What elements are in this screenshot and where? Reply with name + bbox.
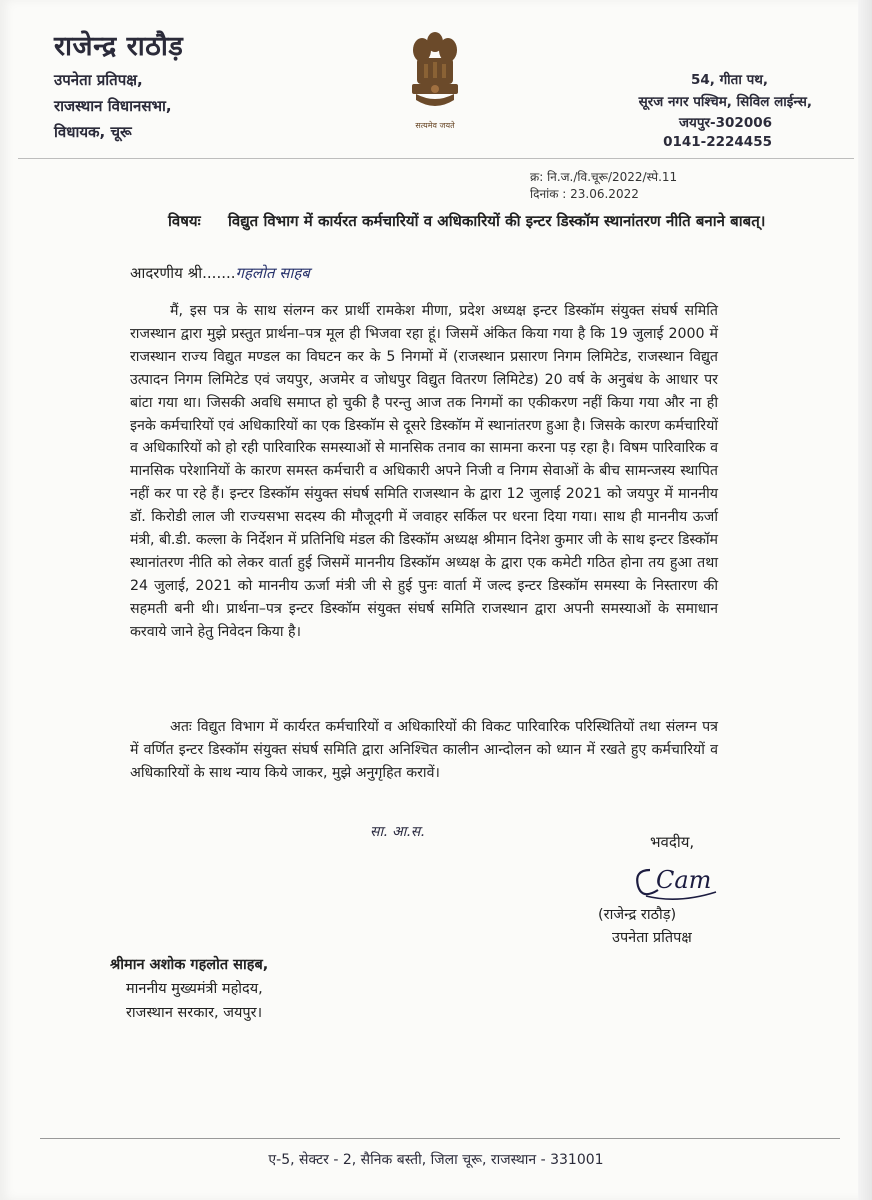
recipient-address: राजस्थान सरकार, जयपुर।	[126, 1005, 263, 1021]
salutation-handwritten: गहलोत साहब	[235, 264, 310, 282]
sender-title: उपनेता प्रतिपक्ष,	[54, 71, 143, 89]
subject	[168, 210, 788, 232]
salutation	[130, 263, 310, 283]
address-locality: सूरज नगर पश्चिम, सिविल लाईन्स,	[638, 94, 812, 110]
subject-text: विद्युत विभाग में कार्यरत कर्मचारियों व अधिकारियों की इन्टर डिस्कॉम स्थानांतरण नीति बनाने बाबत्।	[228, 212, 766, 230]
lion-capital-icon	[400, 28, 470, 138]
letterhead-divider	[18, 158, 854, 159]
reference-number: क्र: नि.ज./वि.चूरू/2022/स्पे.11	[530, 170, 678, 184]
signature-text: Cam	[656, 866, 712, 894]
emblem-motto: सत्यमेव जयते	[415, 121, 455, 130]
address-city: जयपुर-302006	[679, 115, 772, 131]
phone-number: 0141-2224455	[663, 134, 772, 150]
body-paragraph-1: मैं, इस पत्र के साथ संलग्न कर प्रार्थी रामकेश मीणा, प्रदेश अध्यक्ष इन्टर डिस्कॉम संयुक्त संघर्ष समिति राजस्थान द्वारा मुझे प्रस्तुत प्रार्थना–पत्र मूल ही भिजवा रहा हूं। जिसमें अंकित किया गया है कि 19 जुलाई 2000 में राजस्थान राज्य विद्युत मण्डल का विघटन कर के 5 निगमों में (राजस्थान प्रसारण निगम लिमिटेड, राजस्थान विद्युत उत्पादन निगम लिमिटेड एवं जयपुर, अजमेर व जोधपुर विद्युत वितरण लिमिटेड) 20 वर्ष के अनुबंध के आधार पर बांटा गया था। जिसकी अवधि समाप्त हो चुकी है परन्तु आज तक निगमों का एकीकरण नहीं किया गया और ना ही इनके कर्मचारियों एवं अधिकारियों का एक डिस्कॉम से दूसरे डिस्कॉम में स्थानांतरण हुआ है। जिसके कारण कर्मचारियों व अधिकारियों को हो रही पारिवारिक समस्याओं से मानसिक तनाव का सामना करना पड़ रहा है। विषम पारिवारिक व मानसिक परेशानियों के कारण समस्त कर्मचारी व अधिकारी अपने निजी व निगम सेवाओं के बीच सामन्जस्य स्थापित नहीं कर पा रहे हैं। इन्टर डिस्कॉम संयुक्त संघर्ष समिति राजस्थान के द्वारा 12 जुलाई 2021 को जयपुर में माननीय डॉ. किरोडी लाल जी राज्यसभा सदस्य की मौजूदगी में जवाहर सर्किल पर धरना दिया गया। साथ ही माननीय ऊर्जा मंत्री, बी.डी. कल्ला के निर्देशन में प्रतिनिधि मंडल की डिस्कॉम अध्यक्ष श्रीमान दिनेश कुमार जी के साथ इन्टर डिस्कॉम स्थानांतरण नीति को लेकर वार्ता हुई जिसमें माननीय डिस्कॉम अध्यक्ष के द्वारा एक कमेटी गठित होना तय हुआ तथा 24 जुलाई, 2021 को माननीय ऊर्जा मंत्री जी से हुई पुनः वार्ता में जल्द इन्टर डिस्कॉम समस्या के निस्तारण की सहमती बनी थी। प्रार्थना–पत्र इन्टर डिस्कॉम संयुक्त संघर्ष समिति राजस्थान द्वारा अपनी समस्याओं के समाधान करवाये जाने हेतु निवेदन किया है।	[130, 303, 718, 640]
sender-constituency: विधायक, चूरू	[54, 123, 132, 141]
footer-address: ए-5, सेक्टर - 2, सैनिक बस्ती, जिला चूरू, राजस्थान - 331001	[268, 1152, 604, 1168]
body-paragraph-2: अतः विद्युत विभाग में कार्यरत कर्मचारियों व अधिकारियों की विकट पारिवारिक परिस्थितियों तथा संलग्न पत्र में वर्णित इन्टर डिस्कॉम संयुक्त संघर्ष समिति द्वारा अनिश्चित कालीन आन्दोलन को ध्यान में रखते हुए कर्मचारियों व अधिकारियों के साथ न्याय किये जाकर, मुझे अनुगृहित करावें।	[130, 719, 718, 781]
sender-name: राजेन्द्र राठौड़	[54, 31, 184, 62]
signatory-role: उपनेता प्रतिपक्ष	[612, 930, 692, 946]
valediction: भवदीय,	[650, 833, 695, 851]
national-emblem	[400, 28, 470, 138]
footer-divider	[40, 1138, 840, 1139]
address-street: 54, गीता पथ,	[690, 72, 768, 88]
recipient-name: श्रीमान अशोक गहलोत साहब,	[110, 957, 269, 973]
sender-assembly: राजस्थान विधानसभा,	[54, 97, 172, 115]
signature-mark	[628, 852, 728, 907]
reference-date: दिनांक : 23.06.2022	[530, 187, 639, 201]
subject-label: विषयः	[168, 212, 201, 230]
signature	[628, 852, 728, 907]
salutation-prefix: आदरणीय श्री.......	[130, 264, 236, 282]
signatory-name: (राजेन्द्र राठौड़)	[598, 907, 677, 923]
page-edge-shadow	[858, 0, 872, 1200]
recipient-title: माननीय मुख्यमंत्री महोदय,	[126, 981, 263, 997]
handwritten-note: सा. आ.स.	[370, 824, 425, 840]
